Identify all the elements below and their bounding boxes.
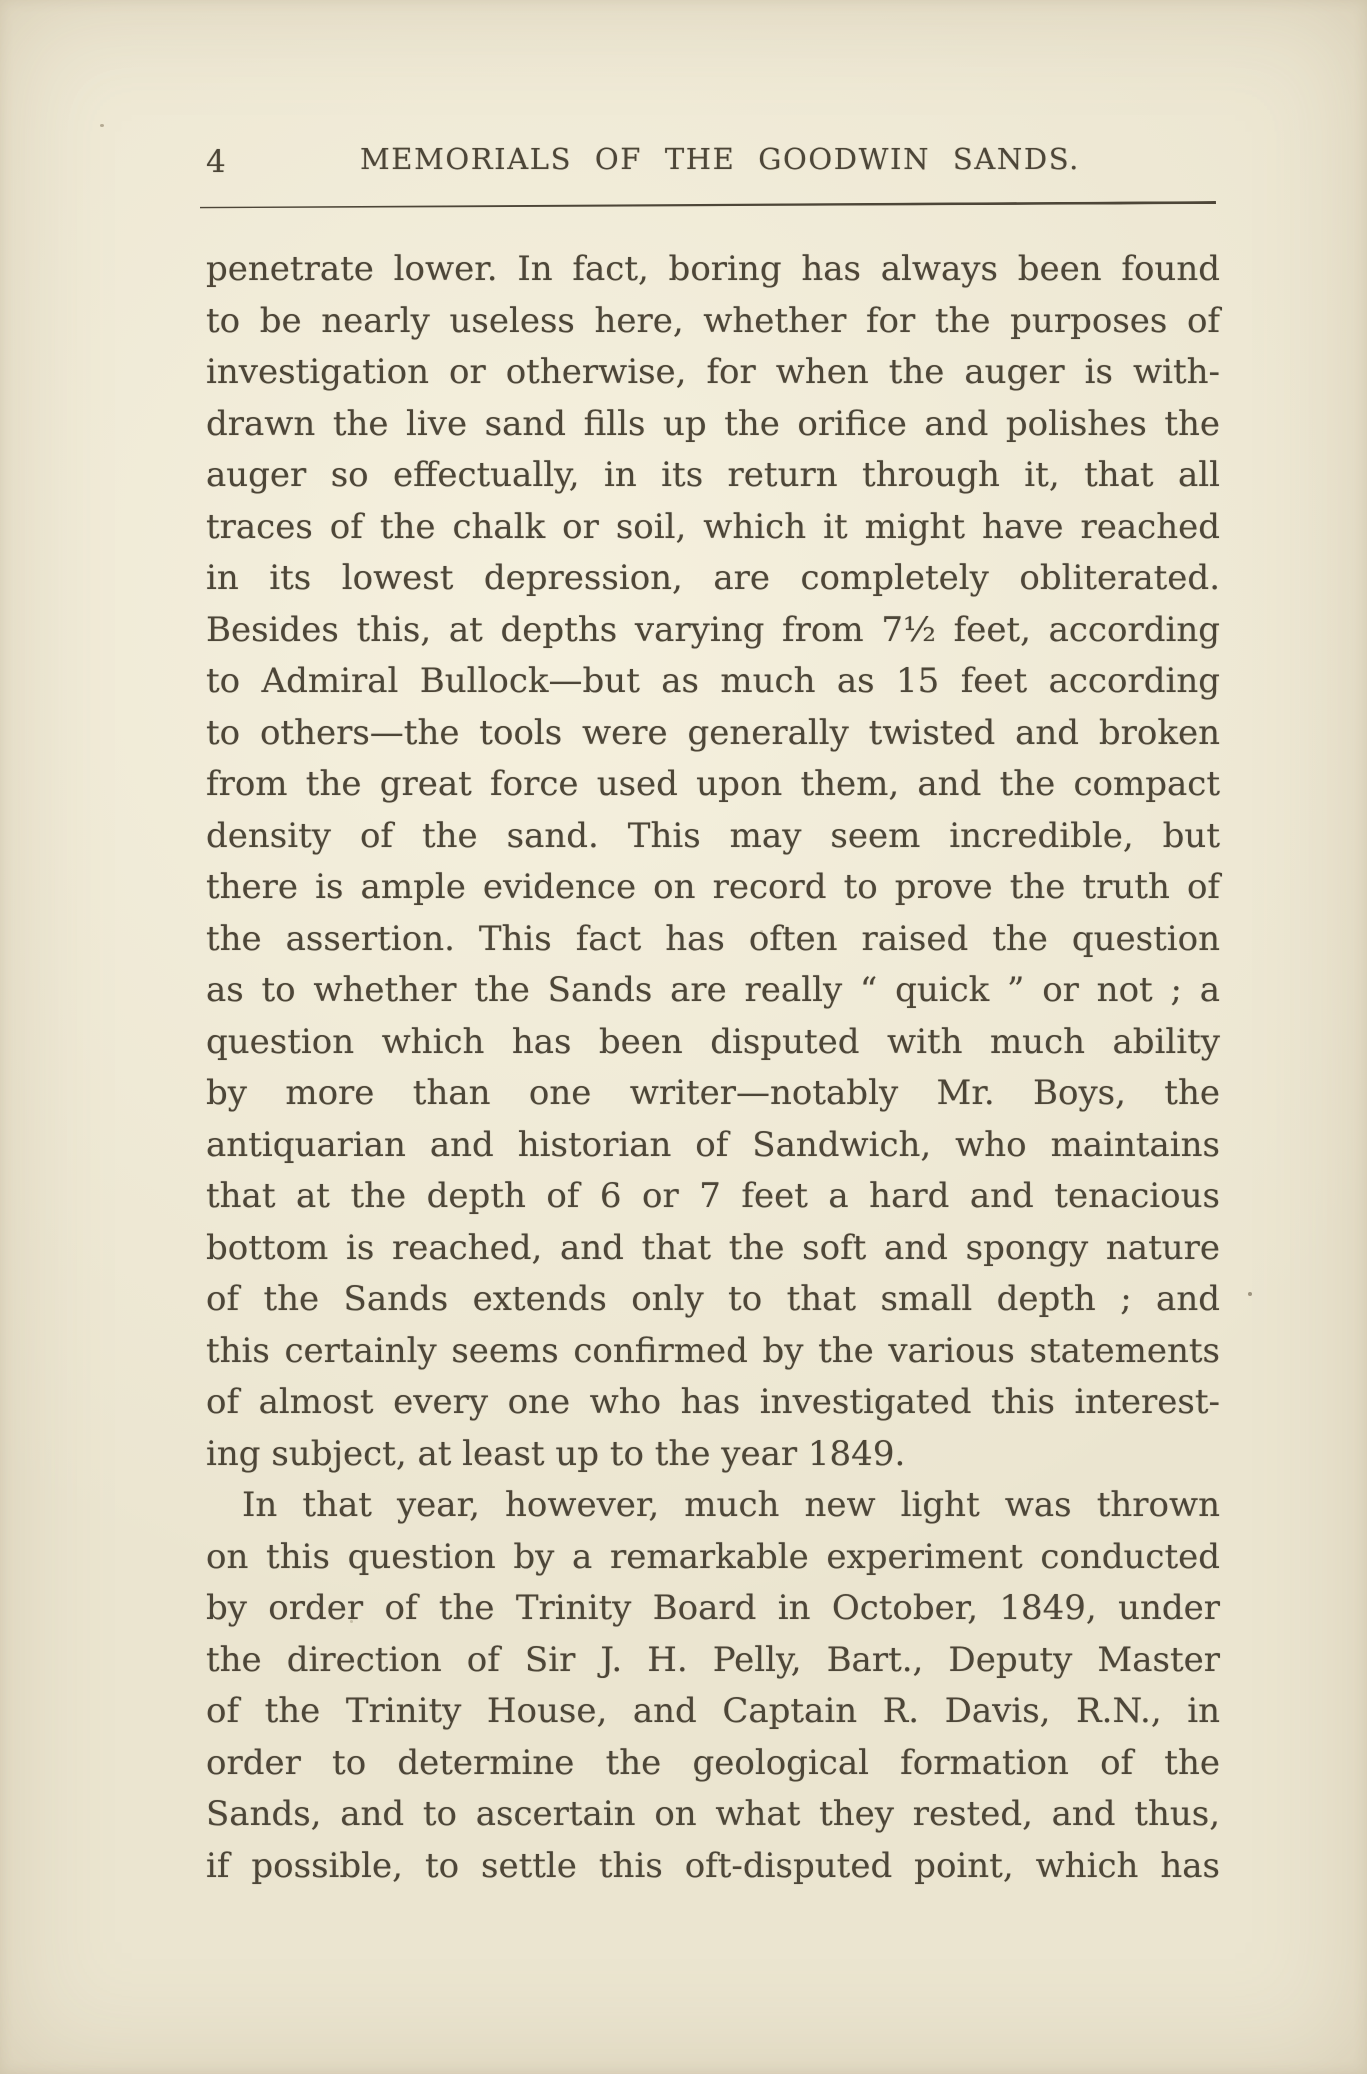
text-line: of almost every one who has investigated this interest- xyxy=(206,1382,1220,1422)
text-line: penetrate lower. In fact, boring has always been found xyxy=(206,249,1220,289)
text-line: by more than one writer—notably Mr. Boys, the xyxy=(206,1073,1220,1113)
text-line: density of the sand. This may seem incredible, but xyxy=(206,815,1220,856)
running-title: MEMORIALS OF THE GOODWIN SANDS. xyxy=(360,142,1080,176)
text-line: antiquarian and historian of Sandwich, who maintains xyxy=(206,1124,1220,1165)
text-line: Besides this, at depths varying from 7½ feet, according xyxy=(206,609,1220,650)
paper-speck xyxy=(100,124,104,127)
page-number: 4 xyxy=(206,144,227,180)
text-line: investigation or otherwise, for when the auger is with- xyxy=(206,352,1220,392)
text-line: the assertion. This fact has often raised the question xyxy=(206,918,1220,959)
text-line: this certainly seems confirmed by the various statements xyxy=(206,1330,1220,1371)
paper-speck xyxy=(350,1620,353,1623)
text-line: In that year, however, much new light was thrown xyxy=(242,1485,1220,1525)
text-line: to be nearly useless here, whether for the purposes of xyxy=(206,300,1220,341)
text-line: ing subject, at least up to the year 1849. xyxy=(206,1433,906,1474)
text-line: order to determine the geological formation of the xyxy=(206,1742,1220,1783)
text-line: auger so effectually, in its return through it, that all xyxy=(206,455,1220,495)
page-header xyxy=(206,142,1220,186)
text-line: of the Trinity House, and Captain R. Davis, R.N., in xyxy=(206,1691,1220,1731)
text-line: as to whether the Sands are really “ quick ” or not ; a xyxy=(206,970,1220,1010)
paper-speck xyxy=(760,930,763,933)
text-line: that at the depth of 6 or 7 feet a hard and tenacious xyxy=(206,1176,1220,1216)
text-line: from the great force used upon them, and the compact xyxy=(206,764,1220,804)
text-line: drawn the live sand fills up the orifice and polishes the xyxy=(206,403,1220,444)
header-rule xyxy=(200,201,1216,209)
text-line: if possible, to settle this oft-disputed point, which has xyxy=(206,1845,1220,1886)
text-line: bottom is reached, and that the soft and spongy nature xyxy=(206,1227,1220,1268)
paper-speck xyxy=(1248,1292,1252,1296)
text-line: the direction of Sir J. H. Pelly, Bart., Deputy Master xyxy=(206,1639,1220,1680)
text-line: to Admiral Bullock—but as much as 15 feet according xyxy=(206,661,1220,701)
text-line: by order of the Trinity Board in October, 1849, under xyxy=(206,1588,1220,1628)
text-line: Sands, and to ascertain on what they rested, and thus, xyxy=(206,1794,1220,1834)
text-line: to others—the tools were generally twisted and broken xyxy=(206,712,1220,753)
body-text xyxy=(206,244,1220,1892)
text-line: of the Sands extends only to that small depth ; and xyxy=(206,1279,1220,1319)
text-line: traces of the chalk or soil, which it might have reached xyxy=(206,506,1220,547)
text-line: on this question by a remarkable experiment conducted xyxy=(206,1536,1220,1577)
text-line: question which has been disputed with much ability xyxy=(206,1021,1220,1062)
text-line: in its lowest depression, are completely obliterated. xyxy=(206,558,1220,598)
text-line: there is ample evidence on record to prove the truth of xyxy=(206,867,1220,907)
